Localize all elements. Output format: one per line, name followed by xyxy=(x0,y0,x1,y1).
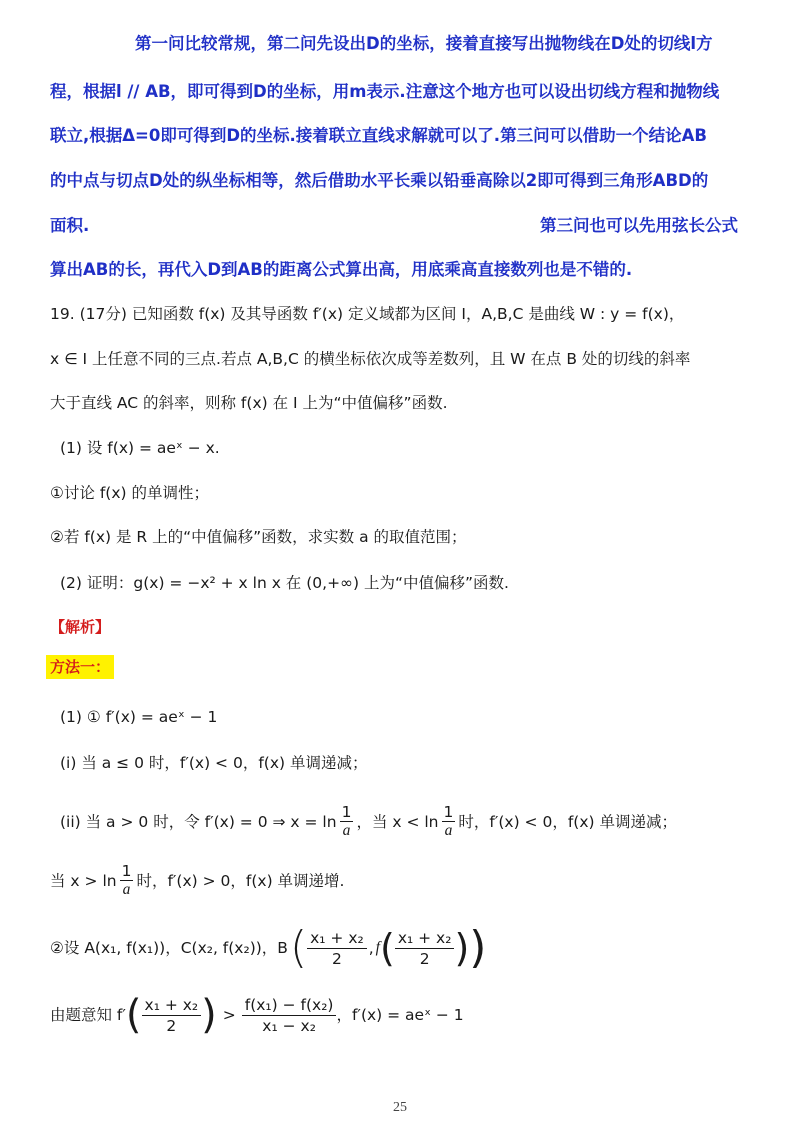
fraction-numerator: 1 xyxy=(443,803,454,821)
fraction-denominator: 2 xyxy=(166,1016,177,1035)
problem-line-3: 大于直线 AC 的斜率，则称 f(x) 在 I 上为“中值偏移”函数. xyxy=(50,394,448,412)
commentary-line-5b: 第三问也可以先用弦长公式 xyxy=(540,216,738,235)
commentary-line-1: 第一问比较常规，第二问先设出D的坐标，接着直接写出抛物线在D处的切线l方 xyxy=(135,34,713,53)
inner-right-paren: ) xyxy=(454,926,470,970)
commentary-line-3: 联立,根据Δ=0即可得到D的坐标.接着联立直线求解就可以了.第三问可以借助一个结论AB xyxy=(50,126,707,145)
left-paren: ( xyxy=(125,992,142,1038)
inner-left-paren: ( xyxy=(379,926,395,970)
problem-part-1-q2: ②若 f(x) 是 R 上的“中值偏移”函数，求实数 a 的取值范围； xyxy=(50,528,467,546)
method-label-wrap xyxy=(46,656,114,678)
commentary-line-4: 的中点与切点D处的纵坐标相等，然后借助水平长乘以铅垂高除以2即可得到三角形ABD的 xyxy=(50,171,709,190)
fraction-numerator: x₁ + x₂ xyxy=(395,928,455,949)
fraction-midpoint-x-2 xyxy=(395,928,455,969)
solution-step-5: ②设 A(x₁, f(x₁))，C(x₂, f(x₂))，B ( $\frac{\text{x₁ + x₂}}{2}$ , f ( $\frac{\text{x₁ + x₂}}{2}$ ) ) xyxy=(50,922,487,973)
problem-part-1: (1) 设 f(x) = aeˣ − x. xyxy=(60,439,220,457)
fraction-numerator: x₁ + x₂ xyxy=(307,928,367,949)
fraction-denominator: x₁ − x₂ xyxy=(262,1016,316,1035)
commentary-line-6: 算出AB的长，再代入D到AB的距离公式算出高，用底乘高直接数列也是不错的. xyxy=(50,260,633,279)
step-6-part-a: 由题意知 f′ xyxy=(50,1006,126,1024)
fraction-numerator: x₁ + x₂ xyxy=(142,995,202,1016)
commentary-line-5a: 面积. xyxy=(50,216,90,235)
problem-line-1: 19. (17分) 已知函数 f(x) 及其导函数 f′(x) 定义域都为区间 I，A,B,C 是曲线 W : y = f(x)， xyxy=(50,305,685,323)
solution-step-6: 由题意知 f′ ( $\frac{\text{x₁ + x₂}}{2}$ ) > $\frac{\text{f(x₁) − f(x₂)}}{\text{x₁ − x₂}}$ ，f′(x) = aeˣ − 1 xyxy=(50,992,464,1038)
step-3-part-c: 时，f′(x) < 0，f(x) 单调递减； xyxy=(458,812,677,831)
fraction-secant-slope xyxy=(242,995,337,1036)
solution-step-4 xyxy=(50,862,344,899)
step-4-part-b: 时，f′(x) > 0，f(x) 单调递增. xyxy=(136,871,345,890)
step-6-part-b: ，f′(x) = aeˣ − 1 xyxy=(336,1006,464,1024)
big-right-paren: ) xyxy=(469,922,487,973)
fraction-numerator: f(x₁) − f(x₂) xyxy=(242,995,337,1016)
step-3-part-a: (ii) 当 a > 0 时，令 f′(x) = 0 ⇒ x = ln xyxy=(60,812,337,831)
solution-step-3 xyxy=(60,803,677,840)
fraction-denominator: a xyxy=(342,822,351,839)
fraction-one-over-a-3 xyxy=(120,862,134,899)
fraction-denominator: 2 xyxy=(331,949,342,968)
fraction-denominator: a xyxy=(122,881,131,898)
step-5-part-a: ②设 A(x₁, f(x₁))，C(x₂, f(x₂))，B xyxy=(50,939,288,957)
fraction-one-over-a-2 xyxy=(442,803,456,840)
fraction-numerator: 1 xyxy=(341,803,352,821)
problem-part-2: (2) 证明：g(x) = −x² + x ln x 在 (0,+∞) 上为“中值偏移”函数. xyxy=(60,574,509,592)
page-number: 25 xyxy=(393,1100,407,1115)
solution-step-2: (i) 当 a ≤ 0 时，f′(x) < 0，f(x) 单调递减； xyxy=(60,754,368,772)
step-3-part-b: ，当 x < ln xyxy=(356,812,439,831)
fraction-denominator: 2 xyxy=(419,949,430,968)
solution-label: 【解析】 xyxy=(50,618,111,636)
big-left-paren: ( xyxy=(289,922,308,973)
right-paren: ) xyxy=(201,992,217,1038)
fraction-midpoint xyxy=(142,995,202,1036)
problem-line-2: x ∈ I 上任意不同的三点.若点 A,B,C 的横坐标依次成等差数列，且 W 在点 B 处的切线的斜率 xyxy=(50,350,691,368)
commentary-line-2: 程，根据l // AB，即可得到D的坐标，用m表示.注意这个地方也可以设出切线方程和抛物线 xyxy=(50,82,720,101)
fraction-denominator: a xyxy=(444,822,453,839)
fraction-numerator: 1 xyxy=(121,862,132,880)
problem-part-1-q1: ①讨论 f(x) 的单调性； xyxy=(50,484,209,502)
fraction-midpoint-x xyxy=(307,928,367,969)
step-4-part-a: 当 x > ln xyxy=(50,871,117,890)
solution-step-1: (1) ① f′(x) = aeˣ − 1 xyxy=(60,708,218,726)
method-label: 方法一： xyxy=(46,655,114,679)
fraction-one-over-a-1 xyxy=(340,803,354,840)
